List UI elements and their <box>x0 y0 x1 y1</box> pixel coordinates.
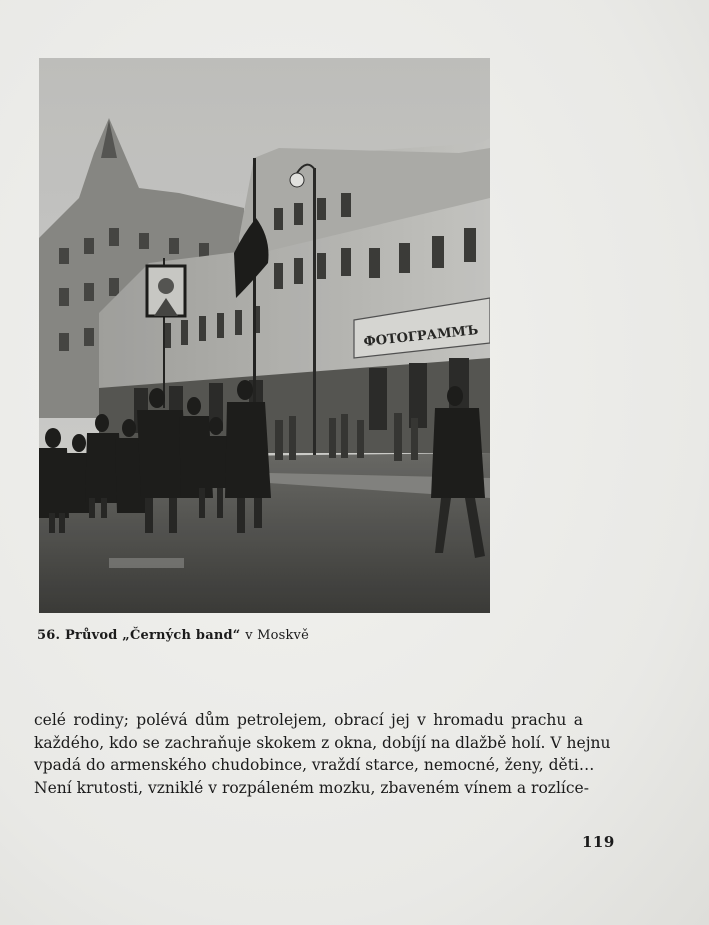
figure-caption <box>37 628 309 643</box>
body-line: celé rodiny; polévá dům petrolejem, obrací jej v hromadu prachu a <box>34 711 583 729</box>
page-number: 119 <box>582 833 615 851</box>
body-line: každého, kdo se zachraňuje skokem z okna, dobíjí na dlažbě holí. V hejnu <box>34 733 611 752</box>
caption-title: Průvod „Černých band“ <box>64 628 241 643</box>
body-paragraph <box>34 709 611 799</box>
shop-sign-text: ФОТОГРАММЪ <box>362 323 480 350</box>
procession-photograph <box>39 58 490 613</box>
caption-place: v Moskvě <box>245 628 309 643</box>
body-line: Není krutosti, vzniklé v rozpáleném mozku, zbaveném vínem a rozlíce- <box>34 778 589 797</box>
caption-number: 56. <box>37 628 61 643</box>
body-line: vpadá do armenského chudobince, vraždí starce, nemocné, ženy, děti… <box>34 756 595 774</box>
